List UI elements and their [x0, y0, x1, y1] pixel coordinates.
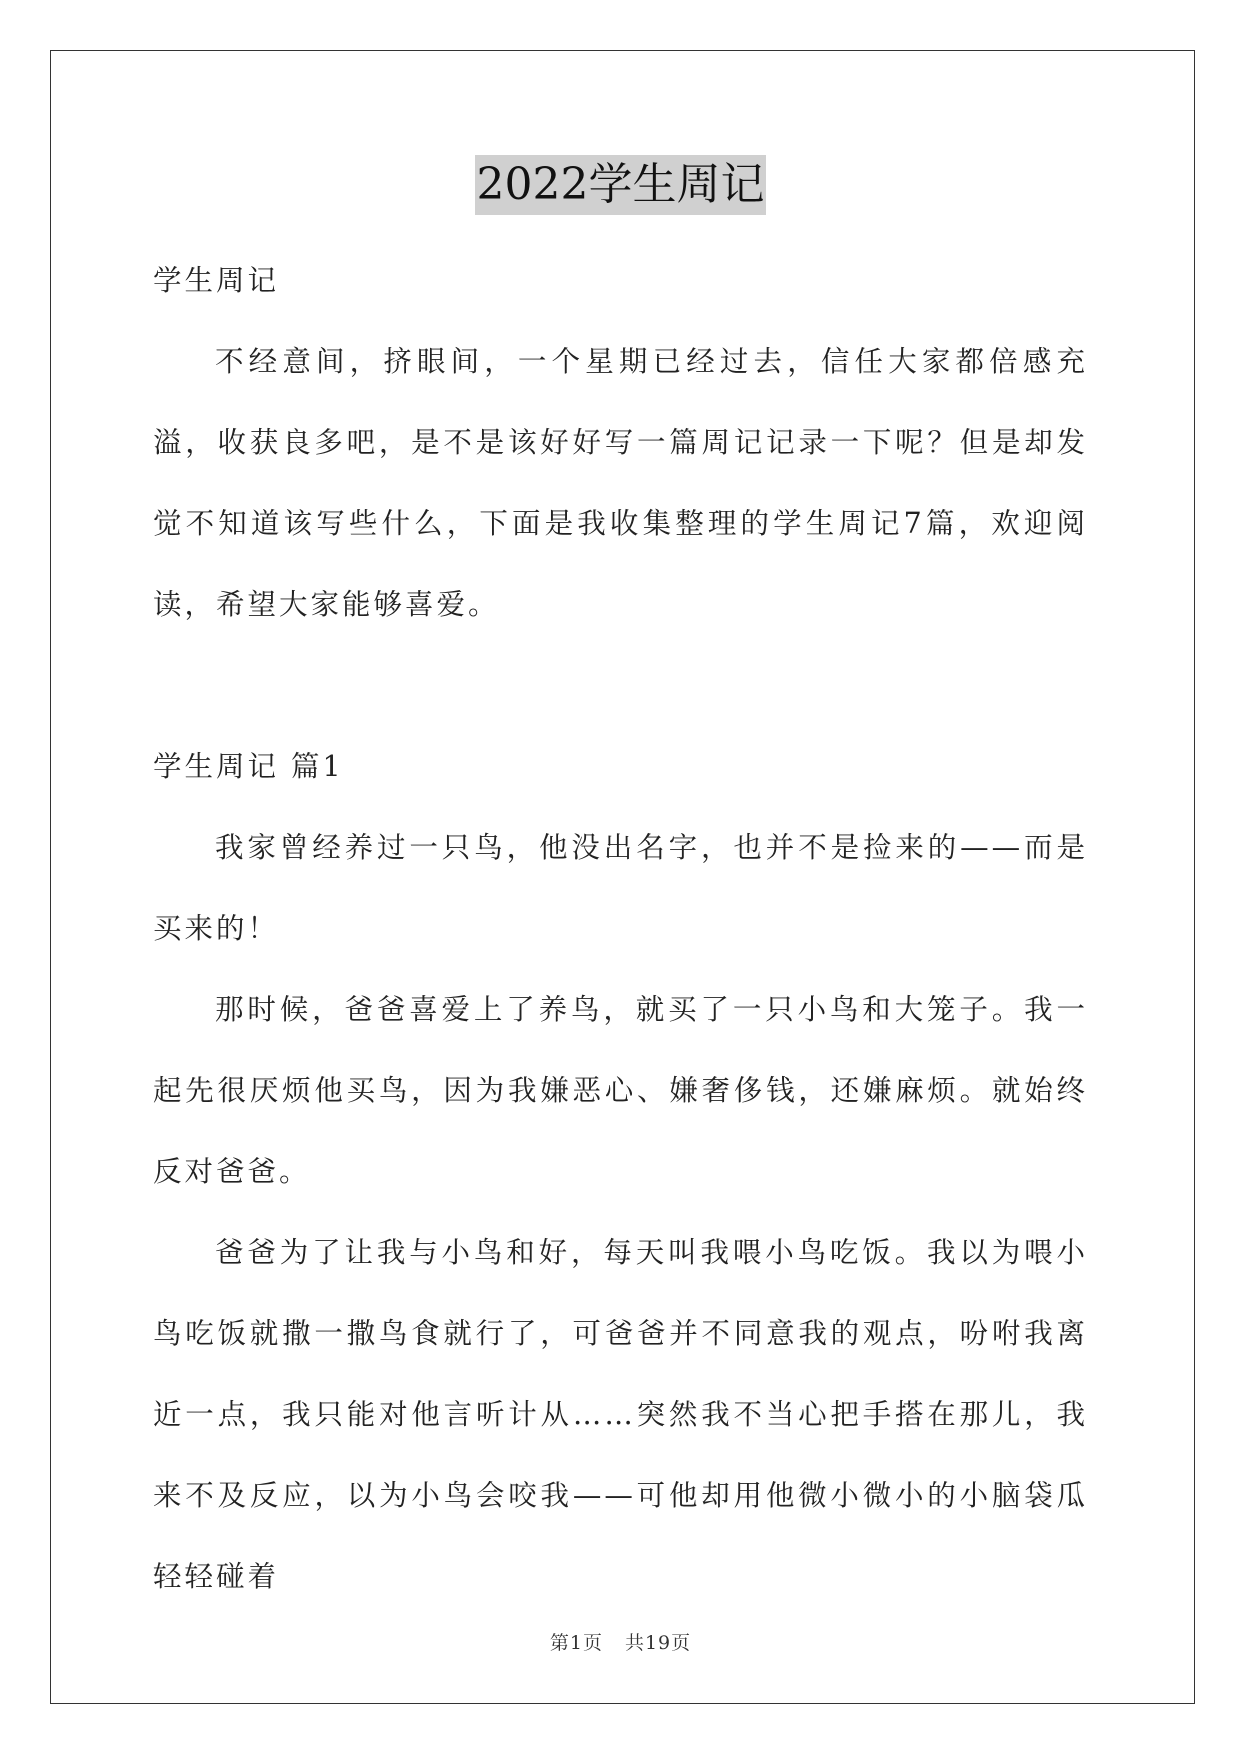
intro-paragraph: 不经意间，挤眼间，一个星期已经过去，信任大家都倍感充溢，收获良多吧，是不是该好好写一篇周记记录一下呢？但是却发觉不知道该写些什么，下面是我收集整理的学生周记7篇，欢迎阅读，希望大家能够喜爱。	[153, 345, 1088, 621]
title-container	[0, 155, 1241, 215]
total-pages: 共19页	[624, 1632, 692, 1654]
body-paragraph-1: 我家曾经养过一只鸟，他没出名字，也并不是捡来的——而是买来的！	[153, 831, 1088, 945]
page-number: 第1页	[549, 1632, 603, 1654]
body-paragraph-3: 爸爸为了让我与小鸟和好，每天叫我喂小鸟吃饭。我以为喂小鸟吃饭就撒一撒鸟食就行了，可爸爸并不同意我的观点，吩咐我离近一点，我只能对他言听计从……突然我不当心把手搭在那儿，我来不及反应，以为小鸟会咬我——可他却用他微小微小的小脑袋瓜轻轻碰着	[153, 1236, 1088, 1593]
document-title: 2022学生周记	[475, 155, 767, 215]
section-heading: 学生周记 篇1	[153, 750, 344, 783]
document-body	[153, 240, 1088, 1617]
body-paragraph-2: 那时候，爸爸喜爱上了养鸟，就买了一只小鸟和大笼子。我一起先很厌烦他买鸟，因为我嫌恶心、嫌奢侈钱，还嫌麻烦。就始终反对爸爸。	[153, 993, 1088, 1188]
page-footer	[0, 1628, 1241, 1655]
intro-label: 学生周记	[153, 264, 280, 297]
section-spacer	[153, 645, 1088, 726]
